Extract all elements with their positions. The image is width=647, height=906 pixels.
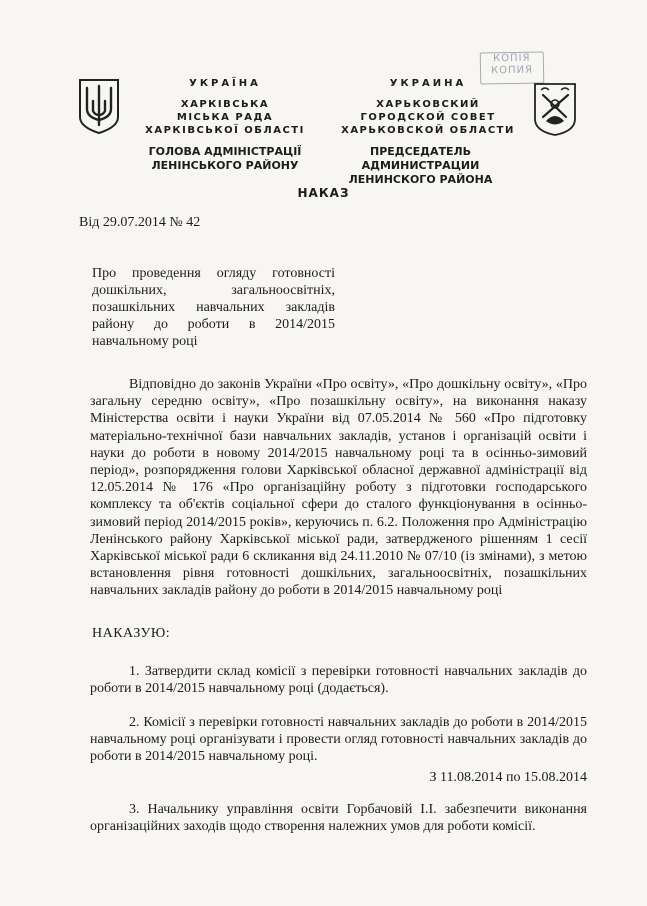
header-ru-position2: ЛЕНИНСКОГО РАЙОНА [348, 173, 493, 186]
header-ru-block [328, 77, 528, 137]
header-ru-position [318, 145, 523, 187]
order-item-2: 2. Комісії з перевірки готовності навчальних закладів до роботи в 2014/2015 навчальному році організувати і провести огляд готовності навчальних закладів до роботи в 2014/2015 навчальному році. [90, 715, 587, 765]
header-ua-position [130, 145, 320, 173]
header-ru-country: УКРАИНА [389, 78, 467, 89]
header-ua-line2: МІСЬКА РАДА [176, 112, 274, 123]
header-ua-position2: ЛЕНІНСЬКОГО РАЙОНУ [151, 159, 299, 172]
header-ru-line2: ГОРОДСКОЙ СОВЕТ [360, 112, 496, 123]
ukraine-coat-of-arms-icon [77, 77, 121, 135]
order-item-3: 3. Начальнику управління освіти Горбачовій І.І. забезпечити виконання організаційних заходів щодо створення належних умов для роботи комісії. [90, 802, 587, 835]
order-item-1: 1. Затвердити склад комісії з перевірки готовності навчальних закладів до роботи в 2014/2015 навчальному році (додається). [90, 664, 587, 697]
preamble-paragraph: Відповідно до законів України «Про освіту», «Про дошкільну освіту», «Про загальну середню освіту», «Про позашкільну освіту», на виконання наказу Міністерства освіти і науки України від 07.05.2014 № 560 «Про підготовку матеріально-технічної бази навчальних закладів, установ і організацій освіти і науки до роботи в новому 2014/2015 навчальному році та в осінньо-зимовий період», розпорядження голови Харківської обласної державної адміністрації від 12.05.2014 № 176 «Про організаційну роботу з підготовки господарського комплексу та об'єктів соціальної сфери до сталого функціонування в осінньо-зимовий період 2014/2015 років», керуючись п. 6.2. Положення про Адміністрацію Ленінського району Харківської міської ради, затвердженого рішенням 1 сесії Харківської міської ради 6 скликання від 24.11.2010 № 07/10 (із змінами), з метою встановлення рівня готовності дошкільних, загальноосвітніх, позашкільних навчальних закладів району до роботи в 2014/2015 навчальному році [90, 377, 587, 599]
header-ua-position1: ГОЛОВА АДМІНІСТРАЦІЇ [148, 145, 302, 158]
copy-stamp-line1: КОПІЯ [493, 52, 531, 65]
order-item-2-deadline: З 11.08.2014 по 15.08.2014 [429, 770, 587, 785]
document-title: НАКАЗ [297, 186, 350, 200]
copy-stamp [480, 51, 545, 84]
header-ua-country: УКРАЇНА [189, 78, 261, 89]
document-subject: Про проведення огляду готовності дошкільних, загальноосвітніх, позашкільних навчальних закладів району до роботи в 2014/2015 навчальному році [92, 266, 335, 349]
header-ru-position1: ПРЕДСЕДАТЕЛЬ АДМИНИСТРАЦИИ [361, 145, 480, 172]
order-heading: НАКАЗУЮ: [92, 626, 171, 641]
header-ua-line1: ХАРКІВСЬКА [180, 99, 270, 110]
kharkiv-emblem-icon [532, 81, 578, 137]
header-ru-line1: ХАРЬКОВСКИЙ [376, 99, 480, 110]
document-date-number: Від 29.07.2014 № 42 [79, 215, 201, 230]
header-ua-block [130, 77, 320, 137]
header-ru-line3: ХАРЬКОВСКОЙ ОБЛАСТИ [341, 125, 515, 136]
copy-stamp-line2: КОПИЯ [490, 64, 534, 77]
header-ua-line3: ХАРКІВСЬКОЇ ОБЛАСТІ [145, 125, 305, 136]
